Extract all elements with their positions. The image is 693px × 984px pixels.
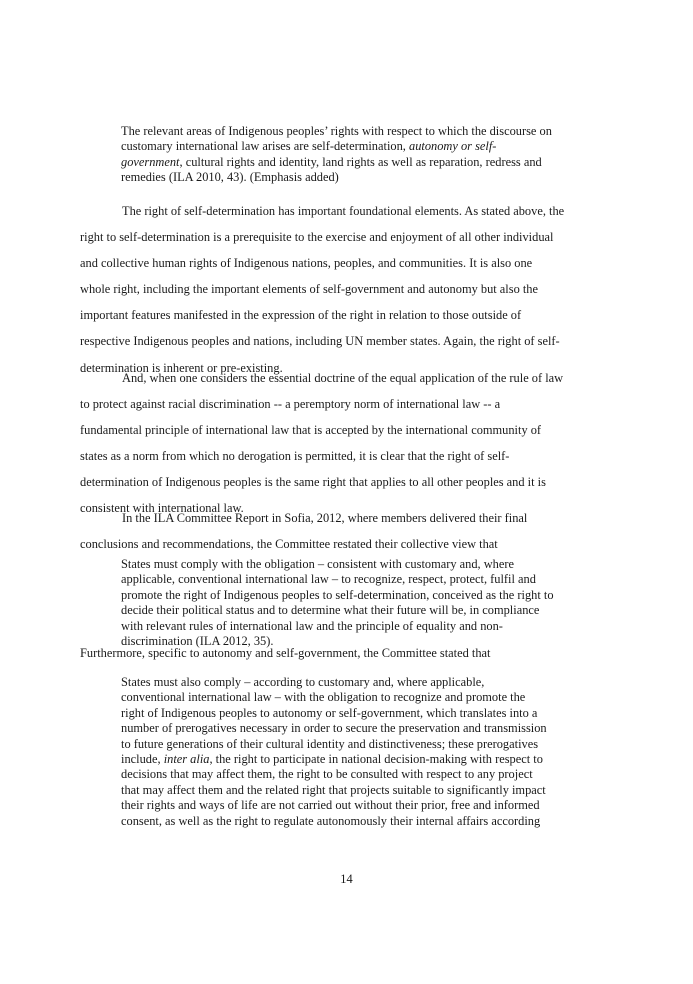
emphasis-text: government — [121, 154, 180, 169]
quote-line: discrimination (ILA 2012, 35). — [121, 634, 274, 649]
paragraph-line: And, when one considers the essential doctrine of the equal application of the rule of law — [122, 371, 564, 385]
quote-line: applicable, conventional international law – to recognize, respect, protect, fulfil and — [121, 572, 536, 587]
paragraph-rule-of-law — [80, 365, 610, 522]
paragraph-line: important features manifested in the expression of the right in relation to those outside of — [80, 308, 522, 323]
paragraph-line: respective Indigenous peoples and nations, including UN member states. Again, the right of self- — [80, 334, 560, 349]
paragraph-line: and collective human rights of Indigenous nations, peoples, and communities. It is also one — [80, 256, 533, 271]
emphasis-text: inter alia — [163, 752, 210, 767]
quote-line: decide their political status and to determine what their future will be, in compliance — [121, 603, 540, 618]
block-quote-autonomy — [121, 675, 601, 829]
paragraph-line: consistent with international law. — [80, 501, 244, 516]
paragraph-line: The right of self-determination has important foundational elements. As stated above, the — [122, 204, 565, 218]
quote-line: decisions that may affect them, the right to be consulted with respect to any project — [121, 767, 533, 782]
page-number: 14 — [340, 872, 353, 886]
paragraph-self-determination — [80, 198, 610, 381]
quote-text: include, — [121, 752, 161, 767]
quote-line: remedies (ILA 2010, 43). (Emphasis added) — [121, 170, 339, 185]
paragraph-line: states as a norm from which no derogation is permitted, it is clear that the right of self- — [80, 449, 510, 464]
quote-text: , the right to participate in national decision-making with respect to — [209, 752, 543, 767]
quote-text: , cultural rights and identity, land rights as well as reparation, redress and — [179, 154, 542, 169]
quote-line: their rights and ways of life are not carried out without their prior, free and informed — [121, 798, 540, 813]
block-quote-ila-2012 — [121, 557, 601, 649]
paragraph-line: In the ILA Committee Report in Sofia, 2012, where members delivered their final — [122, 511, 528, 525]
quote-line: with relevant rules of international law and the principle of equality and non- — [121, 618, 503, 633]
paragraph-line: determination of Indigenous peoples is the same right that applies to all other peoples and it is — [80, 475, 546, 490]
quote-line: consent, as well as the right to regulate autonomously their internal affairs according — [121, 813, 541, 828]
block-quote-ila-2010 — [121, 124, 601, 186]
quote-line: right of Indigenous peoples to autonomy or self-government, which translates into a — [121, 705, 538, 720]
paragraph-line: fundamental principle of international law that is accepted by the international community of — [80, 423, 542, 438]
paragraph-line: whole right, including the important elements of self-government and autonomy but also the — [80, 282, 539, 297]
quote-line: The relevant areas of Indigenous peoples’ rights with respect to which the discourse on — [121, 124, 552, 138]
quote-line: promote the right of Indigenous peoples to self-determination, conceived as the right to — [121, 587, 554, 602]
paragraph-line: determination is inherent or pre-existing. — [80, 360, 283, 375]
quote-line — [121, 139, 601, 154]
quote-line: States must comply with the obligation – consistent with customary and, where — [121, 557, 514, 571]
paragraph-autonomy-intro — [80, 640, 610, 666]
quote-line: number of prerogatives necessary in order to secure the preservation and transmission — [121, 721, 547, 736]
paragraph-ila-sofia — [80, 505, 610, 557]
quote-line: States must also comply – according to customary and, where applicable, — [121, 675, 485, 689]
quote-line — [121, 155, 601, 170]
quote-text: customary international law arises are self-determination, — [121, 139, 406, 154]
quote-line — [121, 752, 601, 767]
paragraph-line: conclusions and recommendations, the Committee restated their collective view that — [80, 537, 498, 552]
paragraph-line: to protect against racial discrimination -- a peremptory norm of international law -- a — [80, 397, 501, 412]
emphasis-text: autonomy or self- — [409, 139, 497, 154]
quote-line: conventional international law – with the obligation to recognize and promote the — [121, 690, 526, 705]
paragraph-line: Furthermore, specific to autonomy and self-government, the Committee stated that — [80, 646, 491, 660]
quote-line: to future generations of their cultural identity and distinctiveness; these prerogatives — [121, 736, 539, 751]
paragraph-line: right to self-determination is a prerequisite to the exercise and enjoyment of all other individual — [80, 230, 554, 245]
quote-line: that may affect them and the related right that projects suitable to significantly impact — [121, 782, 546, 797]
